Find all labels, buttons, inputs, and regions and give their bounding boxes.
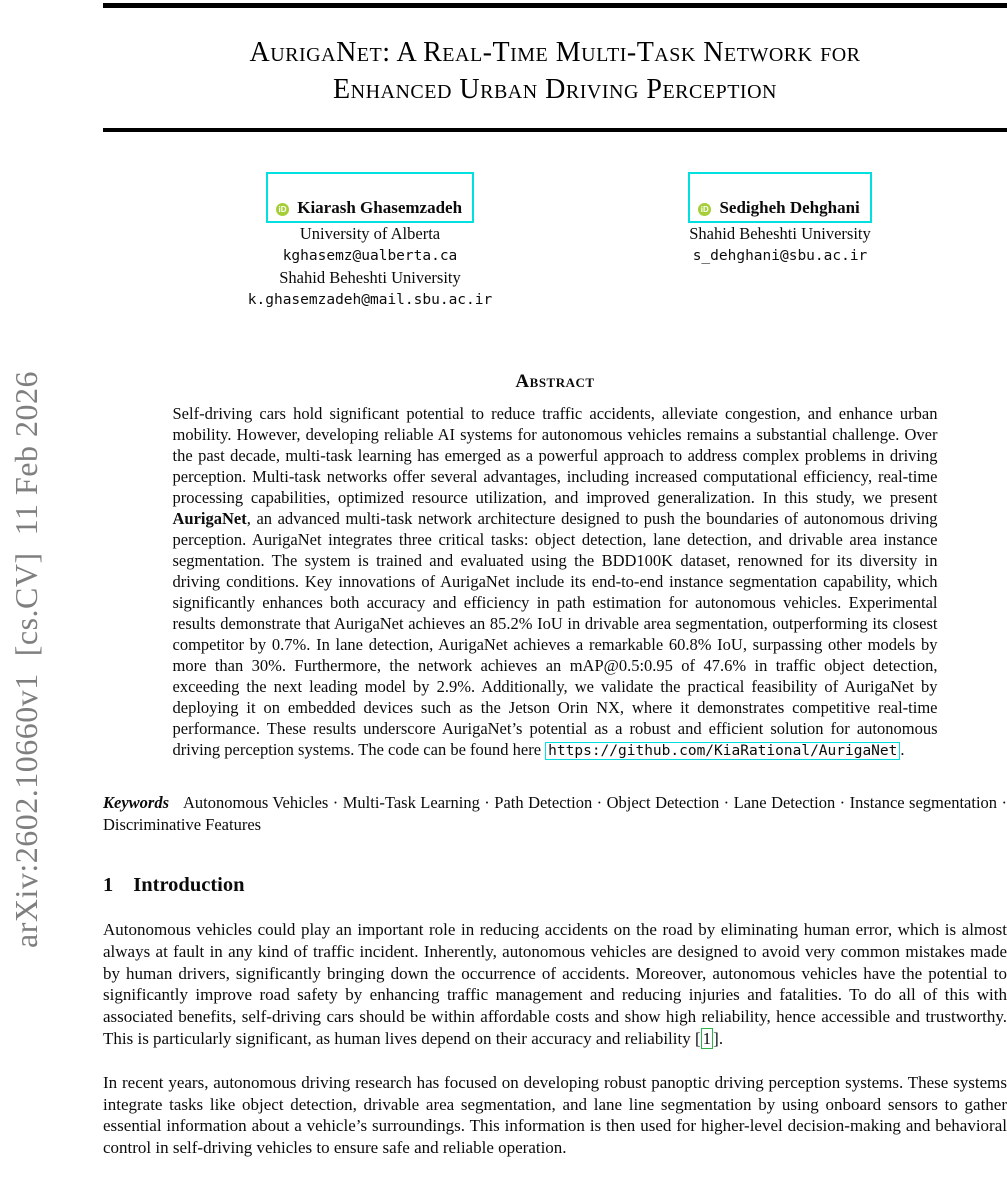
intro-paragraph-2: In recent years, autonomous driving research has focused on developing robust panoptic driving perception systems. These systems integrate tasks like object detection, drivable area segmentation, and lane line segmentation by using onboard sensors to gather essential information about a vehicle’s surroundings. This information is then used for higher-level decision-making and behavioral control in self-driving vehicles to ensure safe and reliable operation. <box>103 1072 1007 1158</box>
section-heading-introduction <box>103 874 1007 897</box>
top-rule <box>103 3 1007 8</box>
author-card-2 <box>670 172 890 311</box>
abstract-part3: . <box>900 740 905 759</box>
author-1-affiliation-2: Shahid Beheshti University <box>279 268 461 287</box>
title-rule <box>103 128 1007 132</box>
section-number: 1 <box>103 874 114 896</box>
paper-content <box>103 0 1007 1159</box>
keywords-text: Autonomous Vehicles · Multi-Task Learning · Path Detection · Object Detection · Lane Detection · Instance segmentation · Discriminative Features <box>103 793 1007 834</box>
section-title: Introduction <box>133 874 245 896</box>
abstract-part1: Self-driving cars hold significant potential to reduce traffic accidents, alleviate congestion, and enhance urban mobility. However, developing reliable AI systems for autonomous vehicles remains a substantial challenge. Over the past decade, multi-task learning has emerged as a powerful approach to address complex problems in driving perception. Multi-task networks offer several advantages, including increased computational efficiency, real-time processing capabilities, optimized resource utilization, and improved generalization. In this study, we present <box>172 404 938 507</box>
intro-para1-text: Autonomous vehicles could play an important role in reducing accidents on the road by eliminating human error, which is almost always at fault in any kind of traffic incident. Inherently, autonomous vehicles are designed to avoid very common mistakes made by human drivers, significantly bringing down the occurrence of accidents. Moreover, autonomous vehicles have the potential to significantly improve road safety by enhancing traffic management and reducing injuries and fatalities. To do all of this with associated benefits, self-driving cars should be within affordable costs and show high reliability, hence accessible and trustworthy. This is particularly significant, as human lives depend on their accuracy and reliability <box>103 920 1007 1048</box>
citation-link-1[interactable]: 1 <box>702 1028 712 1048</box>
intro-paragraph-1 <box>103 919 1007 1050</box>
author-1-affiliation-1: University of Alberta <box>299 224 441 243</box>
page-title-line1: AurigaNet: A Real-Time Multi-Task Network for <box>249 37 861 68</box>
abstract-bold-term: AurigaNet <box>172 509 247 528</box>
intro-para1-end: . <box>718 1028 724 1048</box>
citation-bracket-open: [ <box>694 1028 701 1048</box>
abstract-text <box>173 403 938 762</box>
page-title-line2: Enhanced Urban Driving Perception <box>333 74 777 105</box>
authors-row <box>103 172 1007 311</box>
abstract-part2: , an advanced multi-task network architecture designed to push the boundaries of autonomous driving perception. AurigaNet integrates three critical tasks: object detection, lane detection, and drivable area instance segmentation. The system is trained and evaluated using the BDD100K dataset, renowned for its diversity in driving conditions. Key innovations of AurigaNet include its end-to-end instance segmentation capability, which significantly enhances both accuracy and efficiency in path estimation for autonomous vehicles. Experimental results demonstrate that AurigaNet achieves an 85.2% IoU in drivable area segmentation, outperforming its closest competitor by 0.7%. In lane detection, AurigaNet achieves a remarkable 60.8% IoU, surpassing other models by more than 30%. Furthermore, the network achieves an mAP@0.5:0.95 of 47.6% in traffic object detection, exceeding the next leading model by 2.9%. Additionally, we validate the practical feasibility of AurigaNet by deploying it on embedded devices such as the Jetson Orin NX, where it demonstrates competitive real-time performance. These results underscore AurigaNet’s potential as a robust and efficient solution for autonomous driving perception systems. The code can be found here <box>172 509 938 759</box>
orcid-icon[interactable]: iD <box>276 203 289 216</box>
orcid-icon[interactable]: iD <box>698 203 711 216</box>
author-2-name-link[interactable] <box>688 172 872 223</box>
arxiv-watermark: arXiv:2602.10660v1 [cs.CV] 11 Feb 2026 <box>8 371 44 948</box>
author-1-email-2: k.ghasemzadeh@mail.sbu.ac.ir <box>247 292 493 308</box>
author-2-affiliation-1: Shahid Beheshti University <box>689 224 871 243</box>
author-2-name[interactable]: Sedigheh Dehghani <box>719 198 860 217</box>
author-1-name-link[interactable] <box>266 172 474 223</box>
author-1-email-1: kghasemz@ualberta.ca <box>282 248 458 264</box>
github-link[interactable]: https://github.com/KiaRational/AurigaNet <box>545 742 900 760</box>
keywords <box>103 792 1007 836</box>
author-card-1 <box>220 172 520 311</box>
page-title <box>103 34 1007 108</box>
keywords-label: Keywords <box>103 793 169 812</box>
author-1-name[interactable]: Kiarash Ghasemzadeh <box>297 198 463 217</box>
citation-bracket-close: ] <box>713 1028 719 1048</box>
abstract-heading: Abstract <box>515 371 595 392</box>
author-2-email-1: s_dehghani@sbu.ac.ir <box>692 248 868 264</box>
